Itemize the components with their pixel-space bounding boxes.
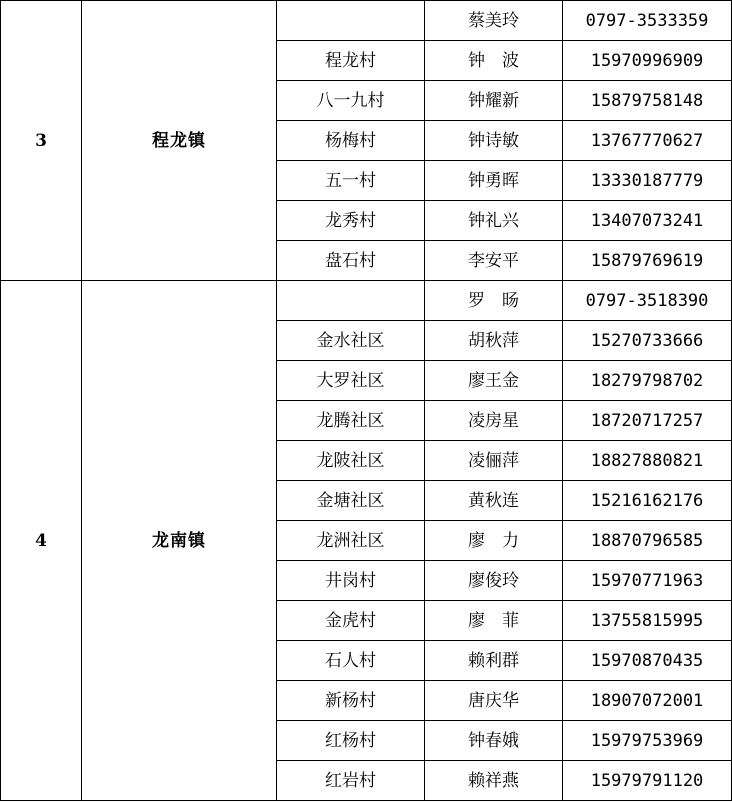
town-name: 龙南镇 [82, 281, 277, 801]
phone-number: 18279798702 [563, 361, 732, 401]
phone-number: 15970771963 [563, 561, 732, 601]
contact-name: 钟礼兴 [425, 201, 563, 241]
phone-number: 15979753969 [563, 721, 732, 761]
phone-number: 13407073241 [563, 201, 732, 241]
village-name: 八一九村 [277, 81, 425, 121]
contact-name: 凌房星 [425, 401, 563, 441]
contact-name: 钟诗敏 [425, 121, 563, 161]
village-name: 龙秀村 [277, 201, 425, 241]
contact-name: 钟 波 [425, 41, 563, 81]
village-name: 龙洲社区 [277, 521, 425, 561]
village-name [277, 281, 425, 321]
contact-name: 廖 力 [425, 521, 563, 561]
village-name: 金塘社区 [277, 481, 425, 521]
phone-number: 15216162176 [563, 481, 732, 521]
village-name: 井岗村 [277, 561, 425, 601]
village-name: 龙腾社区 [277, 401, 425, 441]
phone-number: 0797-3518390 [563, 281, 732, 321]
phone-number: 15970996909 [563, 41, 732, 81]
contact-name: 赖利群 [425, 641, 563, 681]
phone-number: 18907072001 [563, 681, 732, 721]
contact-name: 廖王金 [425, 361, 563, 401]
phone-number: 18720717257 [563, 401, 732, 441]
phone-number: 15970870435 [563, 641, 732, 681]
contact-name: 李安平 [425, 241, 563, 281]
contact-name: 钟耀新 [425, 81, 563, 121]
contact-name: 蔡美玲 [425, 1, 563, 41]
village-name: 大罗社区 [277, 361, 425, 401]
table-row [1, 281, 732, 321]
contact-name: 唐庆华 [425, 681, 563, 721]
village-name: 金虎村 [277, 601, 425, 641]
village-name: 金水社区 [277, 321, 425, 361]
table-row [1, 1, 732, 41]
village-name: 五一村 [277, 161, 425, 201]
contact-name: 胡秋萍 [425, 321, 563, 361]
phone-number: 18827880821 [563, 441, 732, 481]
phone-number: 18870796585 [563, 521, 732, 561]
village-name: 红杨村 [277, 721, 425, 761]
contact-name: 钟春娥 [425, 721, 563, 761]
contact-name: 钟勇晖 [425, 161, 563, 201]
group-number: 3 [1, 1, 82, 281]
contact-table-body [1, 1, 732, 801]
phone-number: 15979791120 [563, 761, 732, 801]
contact-name: 廖俊玲 [425, 561, 563, 601]
contact-name: 罗 旸 [425, 281, 563, 321]
village-name: 龙陂社区 [277, 441, 425, 481]
village-name: 程龙村 [277, 41, 425, 81]
village-name: 新杨村 [277, 681, 425, 721]
phone-number: 0797-3533359 [563, 1, 732, 41]
town-name: 程龙镇 [82, 1, 277, 281]
contact-name: 黄秋连 [425, 481, 563, 521]
village-name: 盘石村 [277, 241, 425, 281]
contact-name: 凌俪萍 [425, 441, 563, 481]
group-number: 4 [1, 281, 82, 801]
village-name: 红岩村 [277, 761, 425, 801]
phone-number: 15879758148 [563, 81, 732, 121]
village-name: 杨梅村 [277, 121, 425, 161]
contact-name: 赖祥燕 [425, 761, 563, 801]
phone-number: 15270733666 [563, 321, 732, 361]
phone-number: 15879769619 [563, 241, 732, 281]
phone-number: 13767770627 [563, 121, 732, 161]
phone-number: 13755815995 [563, 601, 732, 641]
contact-name: 廖 菲 [425, 601, 563, 641]
village-name [277, 1, 425, 41]
phone-number: 13330187779 [563, 161, 732, 201]
village-name: 石人村 [277, 641, 425, 681]
